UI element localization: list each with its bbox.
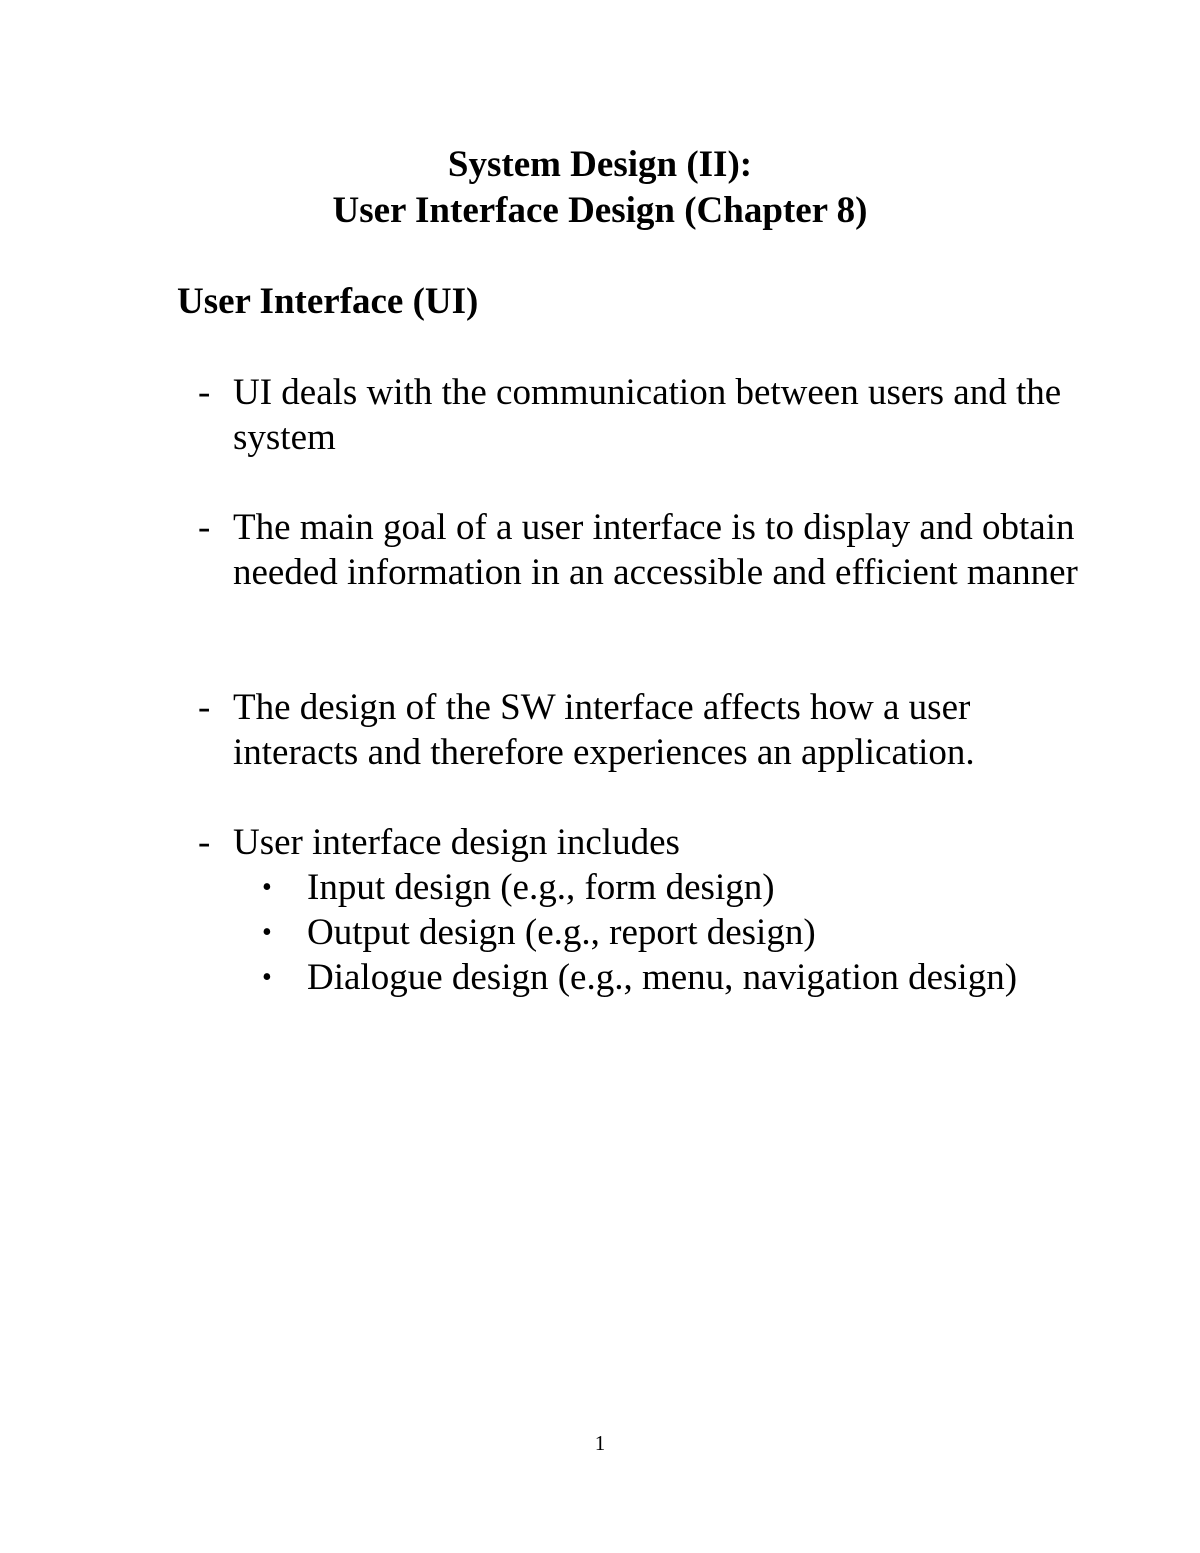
page-number: 1: [594, 1431, 606, 1455]
title-line-1: System Design (II):: [447, 144, 753, 185]
bullet-marker: •: [262, 917, 272, 948]
list-item-text: The main goal of a user interface is to display and obtain needed information in an accessible and efficient manner: [233, 507, 1078, 593]
sub-list-item-text: Output design (e.g., report design): [307, 912, 816, 953]
list-item-3: [198, 685, 1078, 775]
dash-marker: -: [198, 372, 211, 413]
sub-list-item-text: Input design (e.g., form design): [307, 867, 775, 908]
document-title: [0, 142, 1200, 234]
sub-bullet-list: [262, 865, 1022, 1000]
sub-list-item-2: [262, 910, 1022, 955]
bullet-marker: •: [262, 962, 272, 993]
title-line-2: User Interface Design (Chapter 8): [332, 190, 868, 231]
list-item-2: [198, 505, 1078, 595]
sub-list-item-1: [262, 865, 1022, 910]
bullet-marker: •: [262, 872, 272, 903]
sub-list-item-3: [262, 955, 1022, 1000]
list-item-4: [198, 820, 1078, 865]
sub-list-item-text: Dialogue design (e.g., menu, navigation design): [307, 957, 1018, 998]
dash-marker: -: [198, 507, 211, 548]
section-heading: User Interface (UI): [177, 281, 479, 322]
list-item-text: UI deals with the communication between users and the system: [233, 372, 1062, 458]
dash-marker: -: [198, 822, 211, 863]
list-item-1: [198, 370, 1078, 460]
list-item-text: The design of the SW interface affects how a user interacts and therefore experiences an application.: [233, 687, 975, 773]
dash-marker: -: [198, 687, 211, 728]
list-item-text: User interface design includes: [233, 822, 680, 863]
